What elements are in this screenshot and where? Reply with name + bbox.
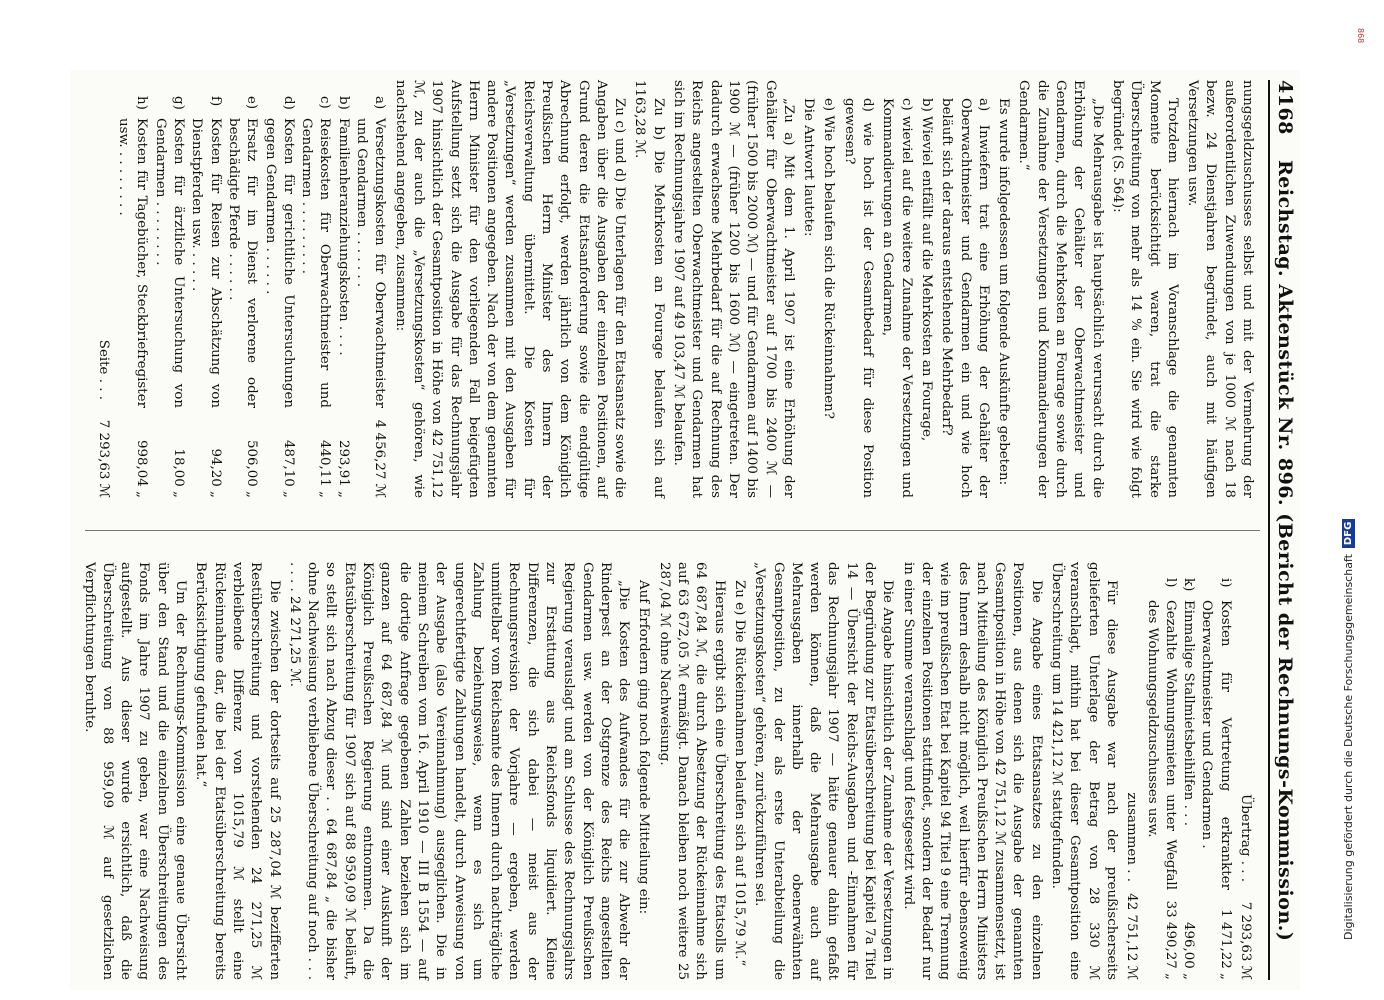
credit-text: Digitalisierung gefördert durch die Deutsche Forschungsgemeinschaft	[1342, 554, 1355, 940]
item-label: d)	[280, 96, 296, 110]
item-text: Kosten für Tagebücher, Steckbriefregister usw. . . . . . . . .	[116, 118, 150, 408]
paragraph: Für diese Ausgabe war nach der preußischerseits gelieferten Unterlage der Betrag von 28 330 ℳ veranschlagt, mithin hat bei dieser Gesamtposition eine Überschreitung um 14 421,12 ℳ stattgefunden.	[1049, 562, 1119, 980]
paragraph: Auf Erfordern ging noch folgende Mitteilung ein:	[636, 580, 652, 915]
paragraph: Es wurde infolgedessen um folgende Auskünfte gebeten:	[996, 98, 1012, 486]
item-text: Kosten für gerichtliche Untersuchungen gegen Gendarmen . . . . . .	[262, 118, 296, 408]
page-header	[1268, 80, 1300, 980]
cost-line-item	[333, 80, 351, 498]
item-amount: 998,04 „	[134, 439, 150, 498]
question-item: e) Wie hoch belaufen sich die Rückeinnahmen?	[821, 98, 837, 419]
item-amount: 33 490,27 „	[1162, 900, 1178, 980]
item-text: Gezahlte Wohnungsmieten unter Wegfall des Wohnungsgeldzuschusses usw.	[1144, 600, 1178, 890]
total-label: zusammen . .	[1124, 792, 1140, 882]
item-amount: 293,91 „	[335, 439, 351, 498]
cost-line-item	[1142, 562, 1179, 980]
cost-line-item	[1179, 562, 1197, 980]
carried-forward	[1236, 562, 1254, 980]
paragraph: Um der Rechnungs-Kommission eine genaue Übersicht über den Stand und die einzelnen Überschreitungen des Fonds im Jahre 1907 zu geben, war eine Nachweisung aufgestellt. Aus dieser wurde ersichtlich, daß die Überschreitung von 88 959,09 ℳ auf gesetzlichen Verpflichtungen beruhte.	[81, 562, 189, 980]
page-subtotal	[94, 80, 112, 498]
item-amount: 506,00 „	[244, 439, 260, 498]
question-item: a) Inwiefern trat eine Erhöhung der Gehälter der Oberwachtmeister und Gendarmen ein und wie hoch beläuft sich der daraus entstehende Mehrbedarf?	[939, 98, 991, 498]
item-amount: 1 471,22 „	[1217, 909, 1233, 980]
item-amount: 4 456,27 ℳ	[372, 419, 388, 498]
document-page	[70, 70, 1300, 990]
running-title: Reichstag. Aktenstück Nr. 896. (Bericht der Rechnungs-Kommission.)	[1274, 160, 1296, 942]
item-text: Familienheranziehungskosten . . . .	[335, 118, 351, 356]
cost-line-item	[352, 80, 389, 498]
cost-line-item	[224, 80, 261, 498]
item-text: Kosten für ärztliche Untersuchung von Gendarmen . . . . . . . .	[152, 118, 187, 408]
item-amount: 487,10 „	[280, 439, 296, 498]
item-text: Einmalige Stallmietsbeihilfen . . .	[1181, 600, 1197, 826]
paragraph: „Die Kosten des Aufwandes für die zur Abwehr der Rinderpest an der Ostgrenze des Reichs angestellten Gendarmen usw. werden von der Königlich Preußischen Regierung verauslagt und am Schlusse des Rechnungsjahrs zur Erstattung aus Reichsfonds liquidiert. Kleine Differenzen, die sich dabei — meist aus der Rechnungsrevision der Vorjahre — ergeben, werden unmittelbar vom Reichsamte des Innern durch nachträgliche Zahlung beziehungsweise, wenn es sich um ungerechtfertigte Zahlungen handelt, durch Anweisung von der Ausgabe (also Vereinnahmung) ausgeglichen. Die in meinem Schreiben vom 16. April 1910 — III B 1554 — auf die dortige Anfrage gegebenen Zahlen beziehen sich im ganzen auf 64 687,84 ℳ und sind einer Auskunft der Königlich Preußischen Regierung entnommen. Da die Etatsüberschreitung für 1907 sich auf 88 959,09 ℳ beläuft, so stellt sich nach Abzug dieser . . 64 687,84 „ die bisher ohne Nachweisung verbliebene Überschreitung auf noch . . . . . . . 24 271,25 ℳ.	[286, 562, 632, 980]
item-text: Versetzungskosten für Oberwachtmeister und Gendarmen . . . . . . .	[354, 118, 388, 408]
paragraph: Die Antwort lautete:	[801, 98, 817, 237]
cost-line-item	[187, 80, 224, 498]
cost-line-item	[260, 80, 297, 498]
item-label: f)	[207, 96, 223, 107]
left-column	[86, 80, 1256, 498]
cost-line-item	[114, 80, 151, 498]
paragraph: Die Angabe hinsichtlich der Zunahme der Versetzungen in der Begründung zur Etatsüberschreitung bei Kapitel 7a Titel 14 — Übersicht der Reichs-Ausgaben und -Einnahmen für das Rechnungsjahr 1907 — hätte genauer dahin gefaßt werden können, daß die Mehrausgabe auch auf Mehrausgaben innerhalb der obenerwähnten Gesamtposition, zu der als erste Unterabteilung die „Versetzungskosten“ gehören, zurückzuführen sei.	[752, 562, 896, 980]
paragraph: „Zu a) Mit dem 1. April 1907 ist eine Erhöhung der Gehälter für Oberwachtmeister auf 1700 bis 2400 ℳ — (früher 1500 bis 2000 ℳ) — und für Gendarmen auf 1400 bis 1900 ℳ — (früher 1200 bis 1600 ℳ) — eingetreten. Der dadurch erwachsene Mehrbedarf für die auf Rechnung des Reichs angestellten Oberwachtmeister und Gendarmen hat sich im Rechnungsjahre 1907 auf 49 103,47 ℳ belaufen.	[671, 80, 796, 498]
question-item: c) wieviel auf die weitere Zunahme der Versetzungen und Kommandierungen an Gendarmen,	[880, 98, 914, 498]
item-label: k)	[1181, 578, 1197, 592]
item-amount: 496,00 „	[1181, 921, 1197, 980]
item-text: Ersatz für im Dienst verlorene oder beschädigte Pferde . . . . . .	[225, 118, 260, 408]
dfg-logo: DFG	[1342, 519, 1355, 548]
total-sum	[1122, 562, 1140, 980]
carried-forward-label: Übertrag . . .	[1238, 793, 1253, 882]
item-label: l)	[1162, 578, 1178, 588]
item-label: c)	[317, 96, 333, 109]
item-text: Reisekosten für Oberwachtmeister und Gendarmen . . . . . . . . .	[299, 118, 333, 408]
item-label: h)	[134, 96, 150, 110]
item-amount: 94,20 „	[207, 448, 223, 498]
paragraph: Trotzdem hiernach im Voranschlage die genannten Momente berücksichtigt waren, trat die starke Überschreitung von mehr als 14 % ein. Sie wird wie folgt begründet (S. 564):	[1109, 80, 1180, 498]
item-label: i)	[1217, 578, 1233, 588]
item-text: Kosten für Vertretung erkrankter Oberwachtmeister und Gendarmen .	[1199, 600, 1233, 890]
paragraph: Zu c) und d) Die Unterlagen für den Etatsansatz sowie die Angaben über die Ausgaben der einzelnen Positionen, auf Grund deren die Etatsanforderung sowie die endgültige Abrechnung erfolgt, werden jährlich von dem Königlich Preußischen Herrn Minister des Innern der Reichsverwaltung übermittelt. Die Kosten für „Versetzungen“ werden zusammen mit den Ausgaben für andere Positionen angegeben. Nach der von dem genannten Herrn Minister für den vorliegenden Fall beigefügten Aufstellung setzt sich die Ausgabe für das Rechnungsjahr 1907 hinsichtlich der Gesamtposition in Höhe von 42 751,12 ℳ, zu der auch die „Versetzungskosten“ gehören, wie nachstehend angegeben, zusammen:	[392, 80, 628, 498]
paragraph: Hieraus ergibt sich eine Überschreitung des Etatsolls um 64 687,84 ℳ, die durch Absetzung der Rückeinnahme sich auf 63 672,05 ℳ ermäßigt. Danach bleiben noch weitere 25 287,04 ℳ ohne Nachweisung.	[656, 562, 727, 980]
item-label: a)	[372, 96, 388, 110]
cost-line-item	[1197, 562, 1234, 980]
item-label: g)	[171, 96, 187, 110]
paragraph: Zu b) Die Mehrkosten an Fourage belaufen sich auf 1163,28 ℳ.	[632, 80, 666, 498]
cost-line-item	[297, 80, 334, 498]
question-item: b) Wieviel entfällt auf die Mehrkosten an Fourage,	[918, 98, 934, 442]
paragraph: Zu e) Die Rückeinnahmen belaufen sich auf 1015,79 ℳ.“	[731, 580, 747, 967]
item-amount: 18,00 „	[171, 448, 187, 498]
item-label: e)	[244, 96, 260, 110]
paragraph: „Die Mehrausgabe ist hauptsächlich verursacht durch die Erhöhung der Gehälter der Oberwachtmeister und Gendarmen, durch die Mehrkosten an Fourage sowie durch die Zunahme der Versetzungen und Kommandierungen der Gendarmen.“	[1016, 80, 1105, 498]
paragraph: Die zwischen der dortseits auf 25 287,04 ℳ bezifferten Restüberschreitung und vorstehenden 24 271,25 ℳ verbleibende Differenz von 1015,79 ℳ stellt eine Rückeinnahme dar, die bei der Etatsüberschreitung bereits Berücksichtigung gefunden hat.“	[193, 562, 282, 980]
subtotal-label: Seite . . .	[95, 339, 111, 400]
total-amount: 42 751,12 ℳ	[1124, 893, 1140, 980]
right-column	[81, 562, 1256, 980]
item-amount: 440,11 „	[317, 439, 333, 498]
paragraph: Die Angabe eines Etatsansatzes zu den einzelnen Positionen, aus denen sich die Ausgabe der genannten Gesamtposition in Höhe von 42 751,12 ℳ zusammensetzt, ist nach Mitteilung des Königlich Preußischen Herrn Ministers des Innern deshalb nicht möglich, weil hierfür ebensowenig wie im preußischen Etat bei Kapitel 94 Titel 9 eine Trennung der einzelnen Positionen stattfindet, sondern der Bedarf nur in einer Summe veranschlagt und festgesetzt wird.	[900, 562, 1044, 980]
question-item: d) wie hoch ist der Gesamtbedarf für diese Position gewesen?	[841, 98, 876, 498]
page-number: 4168	[1274, 80, 1296, 135]
item-text: Kosten für Reisen zur Abschätzung von Dienstpferden usw. . . . . .	[189, 118, 223, 408]
carried-forward-amount: 7 293,63 ℳ	[1238, 901, 1253, 980]
column-divider	[85, 530, 1260, 531]
cost-line-item	[150, 80, 187, 498]
subtotal-amount: 7 293,63 ℳ	[95, 419, 111, 498]
paragraph: nungsgeldzuschusses selbst und mit der Vermehrung der außerordentlichen Zuwendungen von je 1000 ℳ nach 18 bezw. 24 Dienstjahren begründet, auch mit häufigen Versetzungen usw.	[1185, 80, 1255, 498]
corner-mark: 868	[1356, 28, 1365, 44]
digitization-credit	[1342, 519, 1355, 940]
item-label: b)	[335, 96, 351, 110]
